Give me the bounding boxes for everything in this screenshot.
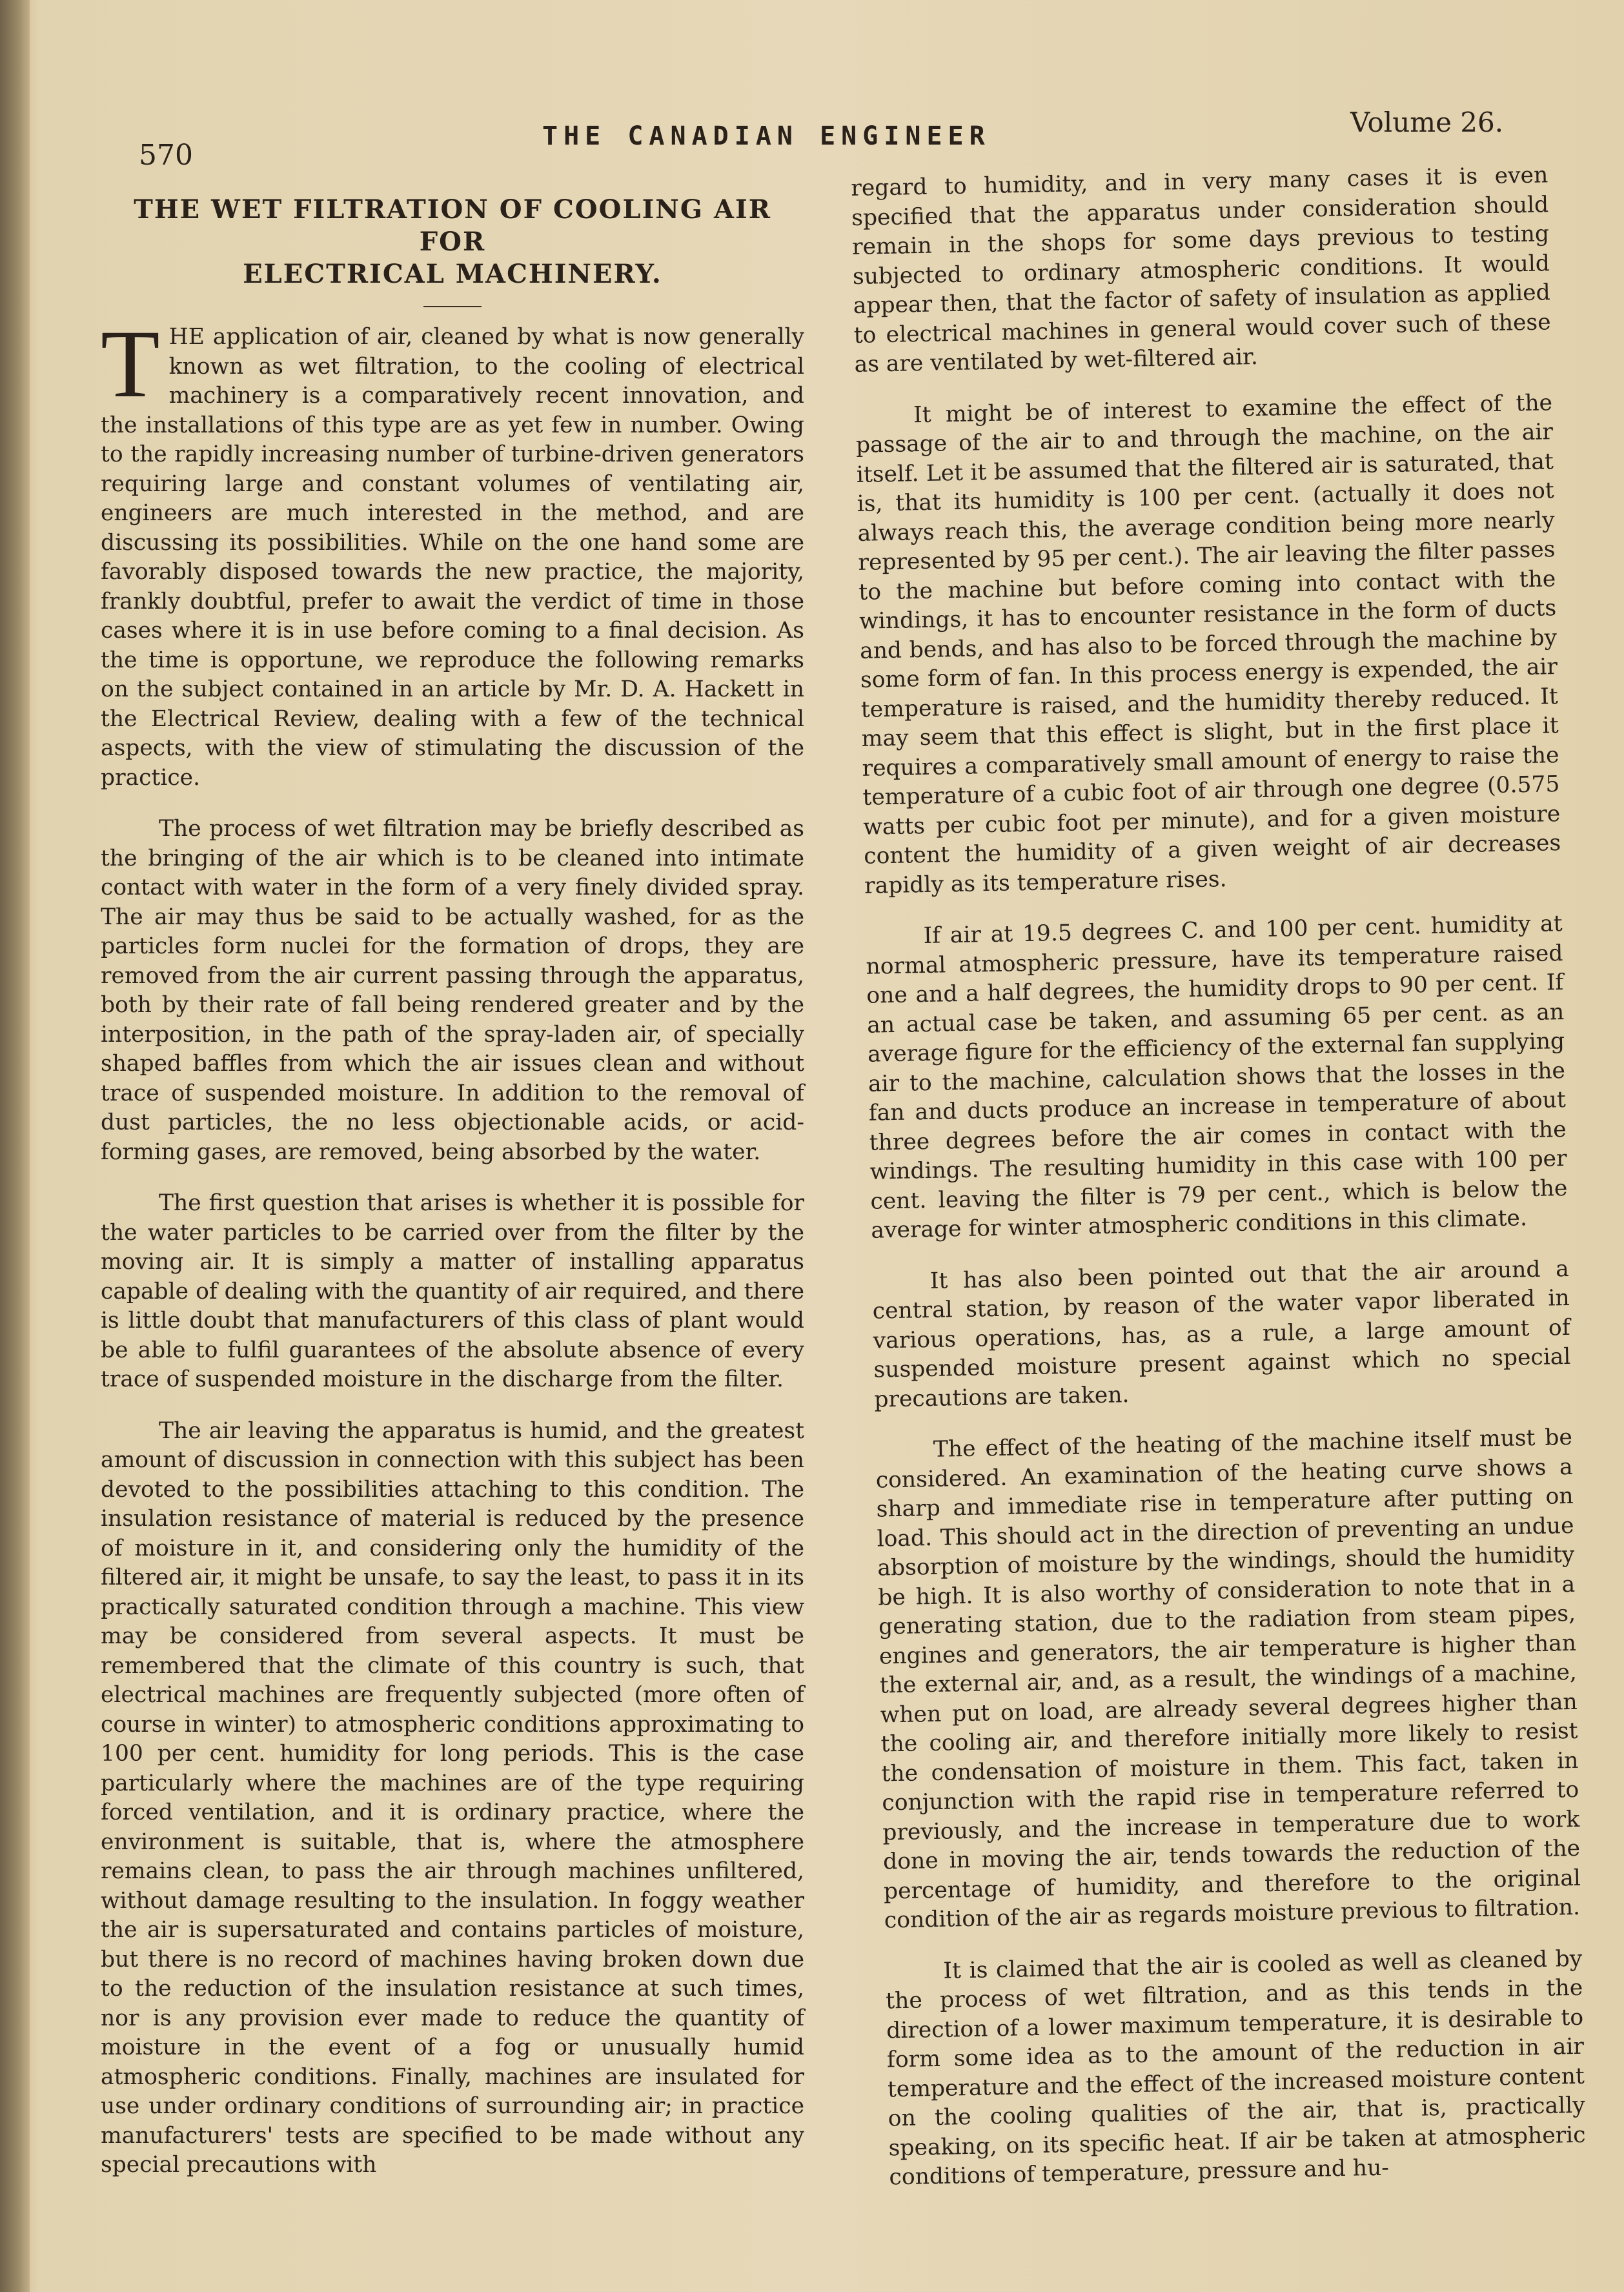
paragraph-2: The process of wet filtration may be briefly described as the bringing of the air which is to be cleaned into intimate contact with water in the form of a very finely divided spray. The air may thus be said to be actually washed, for as the particles form nuclei for the formation of drops, they are removed from the air current passing through the apparatus, both by their rate of fall being rendered greater and by the interposition, in the path of the spray-laden air, of specially shaped baffles from which the air issues clean and without trace of suspended moisture. In addition to the removal of dust particles, the no less objectionable acids, or acid-forming gases, are removed, being absorbed by the water.	[101, 816, 804, 1165]
paragraph-7: It has also been pointed out that the air around a central station, by reason of the water vapor liberated in various operations, has, as a rule, a large amount of suspended moisture present against which no special precautions are taken.	[872, 1255, 1571, 1413]
paragraph-4: The air leaving the apparatus is humid, and the greatest amount of discussion in connection with this subject has been devoted to the possibilities attaching to this condition. The insulation resistance of material is reduced by the presence of moisture in it, and considering only the humidity of the filtered air, it might be unsafe, to say the least, to pass it in its practically saturated condition through a machine. This view may be considered from several aspects. It must be remembered that the climate of this country is such, that electrical machines are frequently subjected (more often of course in winter) to atmospheric conditions approximating to 100 per cent. humidity for long periods. This is the case particularly where the machines are of the type requiring forced ventilation, and it is ordinary practice, where the environment is suitable, that is, where the atmosphere remains clean, to pass the air through machines unfiltered, without damage resulting to the insulation. In foggy weather the air is supersaturated and contains particles of moisture, but there is no record of machines having broken down due to the reduction of the insulation resistance at such times, nor is any provision ever made to reduce the quantity of moisture in the event of a fog or unusually humid atmospheric conditions. Finally, machines are insulated for use under ordinary conditions of surrounding air; in practice manufacturers' tests are specified to be made without any special precautions with	[101, 1417, 804, 2178]
paragraph-3: The first question that arises is whether it is possible for the water particles to be carried over from the filter by the moving air. It is simply a matter of installing apparatus capable of dealing with the quantity of air required, and there is little doubt that manufacturers of this class of plant would be able to fulfil guarantees of the absolute absence of every trace of suspended moisture in the discharge from the filter.	[101, 1190, 804, 1392]
book-gutter	[0, 0, 30, 2292]
article-title-line-1: THE WET FILTRATION OF COOLING AIR FOR	[134, 194, 771, 257]
title-divider	[423, 306, 482, 307]
paragraph-6: If air at 19.5 degrees C. and 100 per cent. humidity at normal atmospheric pressure, have its temperature raised one and a half degrees, the humidity drops to 90 per cent. If an actual case be taken, and assuming 65 per cent. as an average figure for the efficiency of the external fan supplying air to the machine, calculation shows that the losses in the fan and ducts produce an increase in temperature of about three degrees before the air comes in contact with the windings. The resulting humidity in this case with 100 per cent. leaving the filter is 79 per cent., which is below the average for winter atmospheric conditions in this climate.	[866, 911, 1568, 1244]
paragraph-5: It might be of interest to examine the effect of the passage of the air to and through the machine, on the air itself. Let it be assumed that the filtered air is saturated, that is, that its humidity is 100 per cent. (actually it does not always reach this, the average condition being more nearly represented by 95 per cent.). The air leaving the filter passes to the machine but before coming into contact with the windings, it has to encounter resistance in the form of ducts and bends, and has also to be forced through the machine by some form of fan. In this process energy is expended, the air temperature is raised, and the humidity thereby reduced. It may seem that this effect is slight, but in the first place it requires a comparatively small amount of energy to raise the temperature of a cubic foot of air through one degree (0.575 watts per cubic foot per minute), and for a given moisture content the humidity of a given weight of air decreases rapidly as its temperature rises.	[855, 389, 1561, 899]
article-title-line-2: ELECTRICAL MACHINERY.	[243, 259, 662, 289]
drop-cap: T	[101, 310, 160, 418]
page-number: 570	[139, 139, 193, 172]
volume-label: Volume 26.	[1350, 106, 1504, 138]
journal-title: THE CANADIAN ENGINEER	[542, 121, 991, 151]
paragraph-9: It is claimed that the air is cooled as well as cleaned by the process of wet filtration, and as this tends in the direction of a lower maximum temperature, it is desirable to form some idea as to the amount of the reduction in air temperature and the effect of the increased moisture content on the cooling qualities of the air, that is, practically speaking, on its specific heat. If air be taken at atmospheric conditions of temperature, pressure and hu-	[885, 1945, 1586, 2191]
right-column	[851, 161, 1587, 2215]
paragraph-1-text: HE application of air, cleaned by what is now generally known as wet filtration, to the cooling of electrical machinery is a comparatively recent innovation, and the installations of this type are as yet few in number. Owing to the rapidly increasing number of turbine-driven generators requiring large and constant volumes of ventilating air, engineers are much interested in the method, and are discussing its possibilities. While on the one hand some are favorably disposed towards the new practice, the majority, frankly doubtful, prefer to await the verdict of time in those cases where it is in use before coming to a final decision. As the time is opportune, we reproduce the following remarks on the subject contained in an article by Mr. D. A. Hackett in the Electrical Review, dealing with a few of the technical aspects, with the view of stimulating the discussion of the practice.	[101, 324, 804, 791]
paragraph-1	[101, 310, 804, 793]
article-title	[101, 194, 804, 290]
left-column	[101, 194, 804, 2202]
paragraph-4-continued: regard to humidity, and in very many cases it is even specified that the apparatus under consideration should remain in the shops for some days previous to testing subjected to ordinary atmospheric conditions. It would appear then, that the factor of safety of insulation as applied to electrical machines in general would cover such of these as are ventilated by wet-filtered air.	[851, 162, 1551, 378]
paragraph-8: The effect of the heating of the machine itself must be considered. An examination of the heating curve shows a sharp and immediate rise in temperature after putting on load. This should act in the direction of preventing an undue absorption of moisture by the windings, should the humidity be high. It is also worthy of consideration to note that in a generating station, due to the radiation from steam pipes, engines and generators, the air temperature is higher than the external air, and, as a result, the windings of a machine, when put on load, are already several degrees higher than the cooling air, and therefore initially more likely to resist the condensation of moisture in them. This fact, taken in conjunction with the rapid rise in temperature referred to previously, and the increase in temperature due to work done in moving the air, tends towards the reduction of the percentage of humidity, and therefore to the original condition of the air as regards moisture previous to filtration.	[875, 1424, 1581, 1934]
